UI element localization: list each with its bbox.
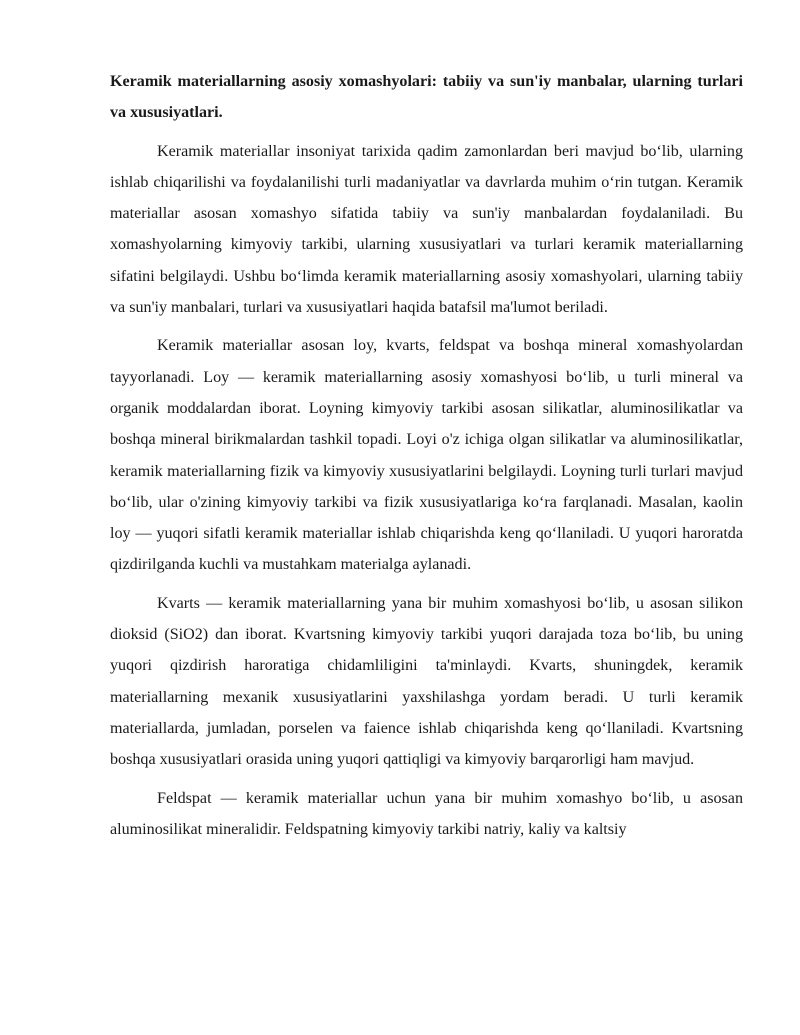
document-page — [110, 66, 743, 852]
paragraph-feldspat: Feldspat — keramik materiallar uchun yana bir muhim xomashyo bo‘lib, u asosan aluminosilikat mineralidir. Feldspatning kimyoviy tarkibi natriy, kaliy va kaltsiy — [110, 789, 743, 838]
paragraph-intro: Keramik materiallar insoniyat tarixida qadim zamonlardan beri mavjud bo‘lib, ularning ishlab chiqarilishi va foydalanilishi turli madaniyatlar va davrlarda muhim o‘rin tutgan. Keramik materiallar asosan xomashyo sifatida tabiiy va sun'iy manbalardan foydalaniladi. Bu xomashyolarning kimyoviy tarkibi, ularning xususiyatlari va turlari keramik materiallarning sifatini belgilaydi. Ushbu bo‘limda keramik materiallarning asosiy xomashyolari, ularning tabiiy va sun'iy manbalari, turlari va xususiyatlari haqida batafsil ma'lumot beriladi. — [110, 142, 743, 317]
document-title: Keramik materiallarning asosiy xomashyolari: tabiiy va sun'iy manbalar, ularning turlari va xususiyatlari. — [110, 73, 743, 122]
paragraph-loy: Keramik materiallar asosan loy, kvarts, feldspat va boshqa mineral xomashyolardan tayyorlanadi. Loy — keramik materiallarning asosiy xomashyosi bo‘lib, u turli mineral va organik moddalardan iborat. Loyning kimyoviy tarkibi asosan silikatlar, aluminosilikatlar va boshqa mineral birikmalardan tashkil topadi. Loyi o'z ichiga olgan silikatlar va aluminosilikatlar, keramik materiallarning fizik va kimyoviy xususiyatlarini belgilaydi. Loyning turli turlari mavjud bo‘lib, ular o'zining kimyoviy tarkibi va fizik xususiyatlariga ko‘ra farqlanadi. Masalan, kaolin loy — yuqori sifatli keramik materiallar ishlab chiqarishda keng qo‘llaniladi. U yuqori haroratda qizdirilganda kuchli va mustahkam materialga aylanadi. — [110, 337, 743, 574]
paragraph-kvarts: Kvarts — keramik materiallarning yana bir muhim xomashyosi bo‘lib, u asosan silikon dioksid (SiO2) dan iborat. Kvartsning kimyoviy tarkibi yuqori darajada toza bo‘lib, bu uning yuqori qizdirish haroratiga chidamliligini ta'minlaydi. Kvarts, shuningdek, keramik materiallarning mexanik xususiyatlarini yaxshilashga yordam beradi. U turli keramik materiallarda, jumladan, porselen va faience ishlab chiqarishda keng qo‘llaniladi. Kvartsning boshqa xususiyatlari orasida uning yuqori qattiqligi va kimyoviy barqarorligi ham mavjud. — [110, 594, 743, 769]
